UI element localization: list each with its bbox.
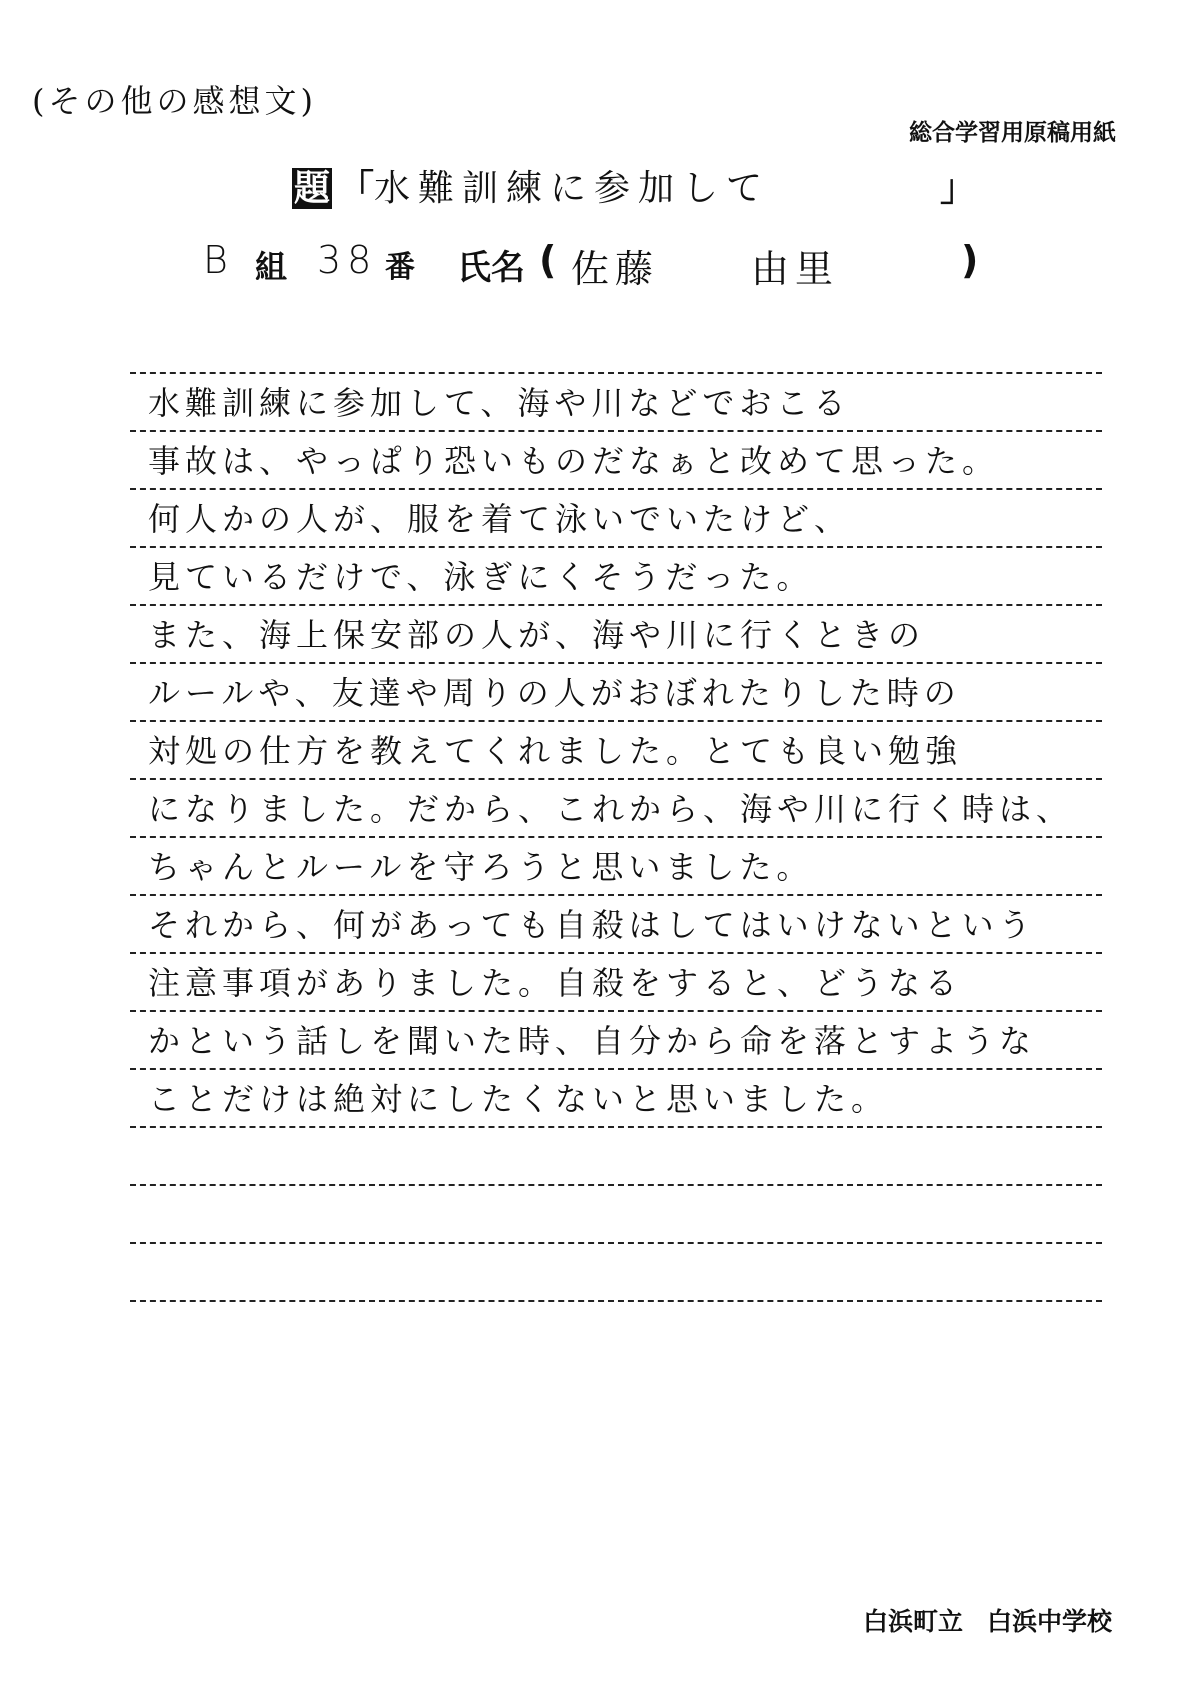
essay-line-text: それから、何があっても自殺はしてはいけないという xyxy=(148,906,1036,944)
name-close-paren: ) xyxy=(961,238,979,282)
essay-line xyxy=(130,490,1102,548)
essay-line xyxy=(130,838,1102,896)
essay-line xyxy=(130,432,1102,490)
essay-line xyxy=(130,722,1102,780)
essay-line xyxy=(130,1070,1102,1128)
essay-line-text: になりました。だから、これから、海や川に行く時は、 xyxy=(148,790,1074,828)
essay-title: 水難訓練に参加して xyxy=(374,168,771,209)
class-value: B xyxy=(203,238,234,282)
title-close-bracket: 」 xyxy=(940,168,977,209)
essay-line xyxy=(130,1186,1102,1244)
essay-line-text: かという話しを聞いた時、自分から命を落とすような xyxy=(148,1022,1037,1060)
essay-line xyxy=(130,1128,1102,1186)
name-label: 氏名 xyxy=(457,248,525,288)
corner-label: (その他の感想文) xyxy=(32,82,317,120)
student-given-name: 由里 xyxy=(751,247,840,291)
essay-line xyxy=(130,664,1102,722)
school-name: 白浜中学校 xyxy=(986,1607,1112,1636)
essay-line-text: 見ているだけで、泳ぎにくそうだった。 xyxy=(148,558,814,596)
title-key-label: 題 xyxy=(294,168,331,209)
student-surname: 佐藤 xyxy=(571,247,660,291)
essay-line-text: 対処の仕方を教えてくれました。とても良い勉強 xyxy=(148,732,963,770)
student-number-value: 38 xyxy=(317,238,378,282)
title-open-bracket: 「 xyxy=(338,168,375,209)
essay-line-text: ルールや、友達や周りの人がおぼれたりした時の xyxy=(148,674,961,712)
essay-line xyxy=(130,954,1102,1012)
essay-line xyxy=(130,1012,1102,1070)
title-row xyxy=(292,160,977,211)
essay-line-text: ちゃんとルールを守ろうと思いました。 xyxy=(148,848,814,886)
name-open-paren: ( xyxy=(539,238,557,282)
essay-line-text: 水難訓練に参加して、海や川などでおこる xyxy=(148,384,851,422)
essay-line xyxy=(130,896,1102,954)
essay-line xyxy=(130,374,1102,432)
essay-line-text: また、海上保安部の人が、海や川に行くときの xyxy=(148,616,926,654)
student-info-row xyxy=(203,238,983,291)
essay-line xyxy=(130,606,1102,664)
essay-line-text: ことだけは絶対にしたくないと思いました。 xyxy=(148,1080,889,1118)
school-footer xyxy=(863,1602,1112,1638)
essay-line xyxy=(130,548,1102,606)
town-name: 白浜町立 xyxy=(862,1607,963,1636)
essay-line xyxy=(130,1244,1102,1302)
number-label: 番 xyxy=(385,250,415,285)
essay-line-text: 何人かの人が、服を着て泳いでいたけど、 xyxy=(148,500,852,538)
class-label: 組 xyxy=(255,248,288,286)
essay-line-text: 事故は、やっぱり恐いものだなぁと改めて思った。 xyxy=(148,442,1000,480)
paper-type-label: 総合学習用原稿用紙 xyxy=(909,120,1116,146)
essay-line-text: 注意事項がありました。自殺をすると、どうなる xyxy=(148,964,963,1002)
essay-lined-area xyxy=(130,372,1102,1302)
essay-line xyxy=(130,780,1102,838)
